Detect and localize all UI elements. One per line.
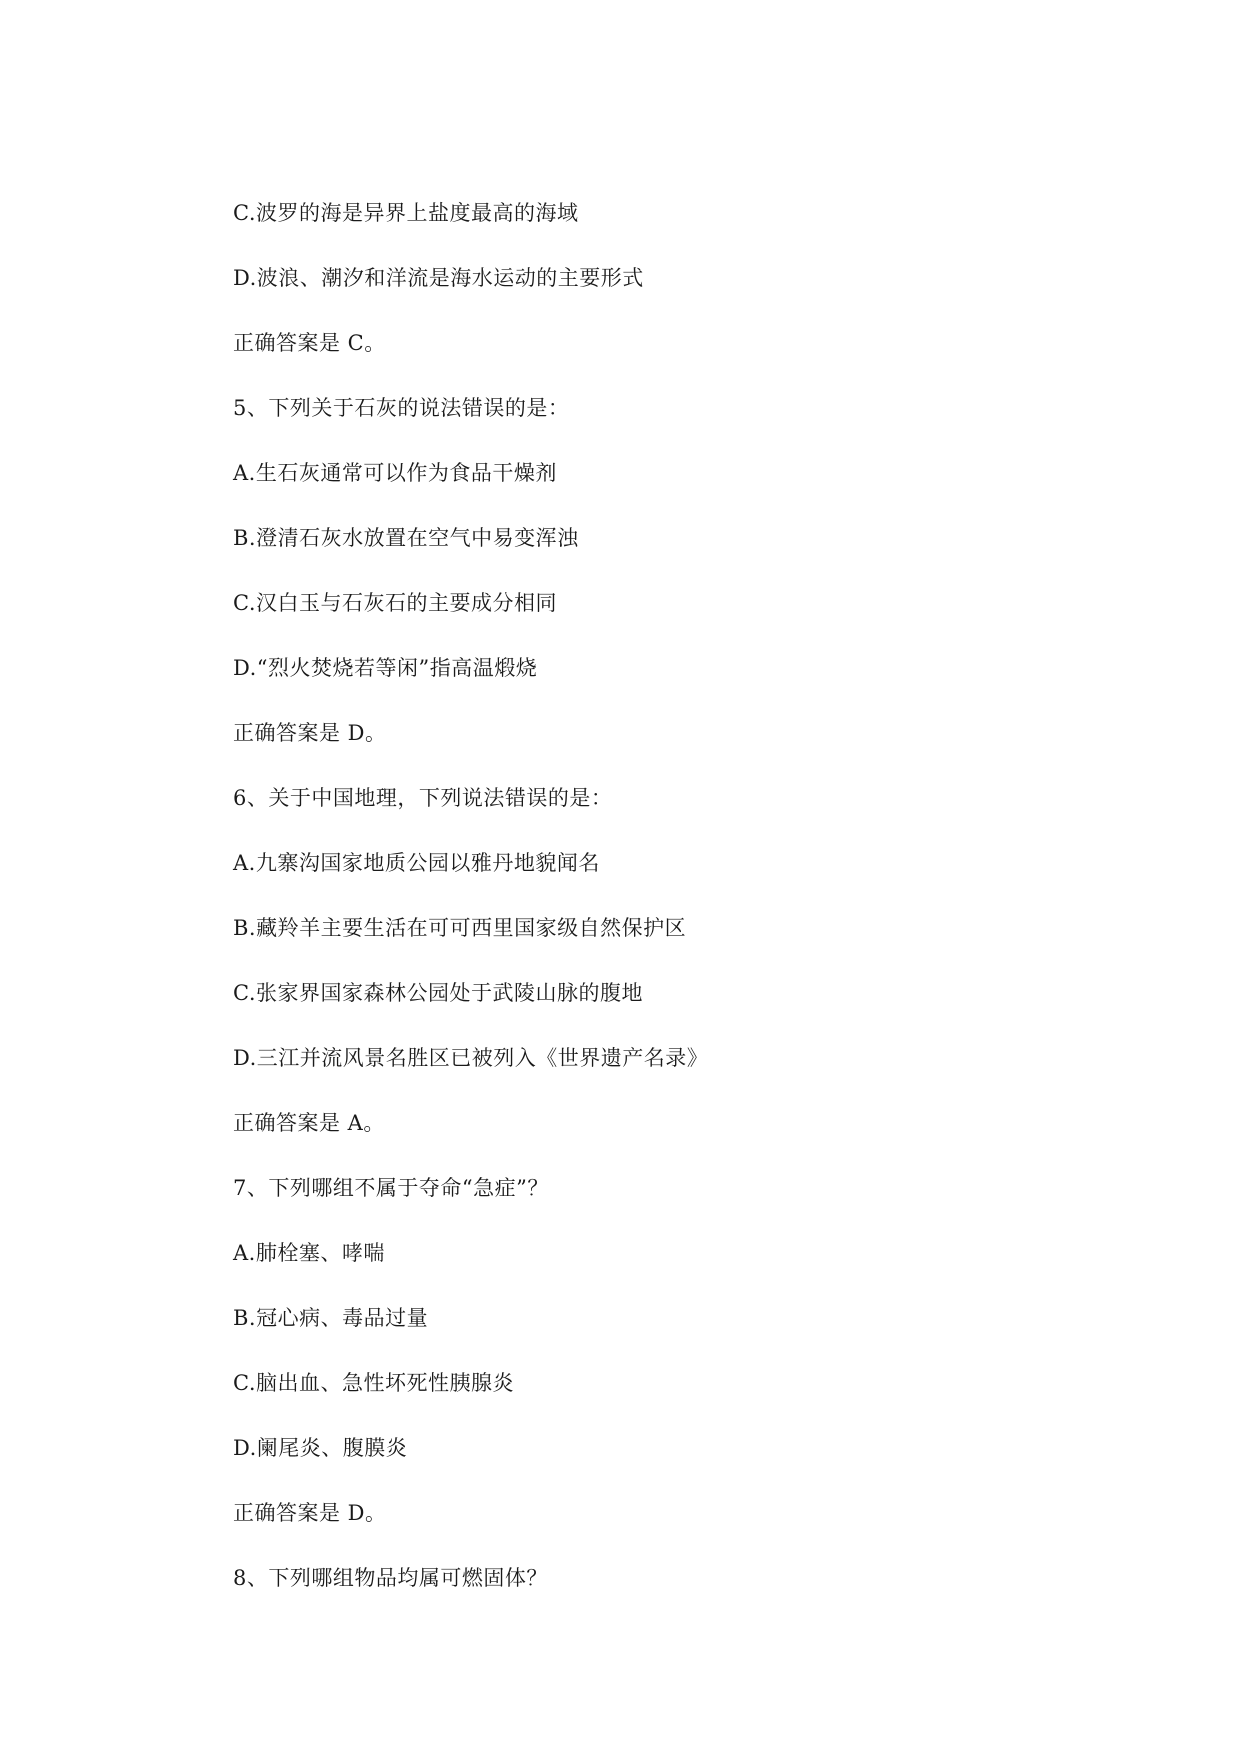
- option-c-q7: C.脑出血、急性坏死性胰腺炎: [233, 1371, 514, 1395]
- option-b-q6: B.藏羚羊主要生活在可可西里国家级自然保护区: [233, 916, 687, 940]
- option-a-q6: A.九寨沟国家地质公园以雅丹地貌闻名: [233, 851, 600, 875]
- option-d-q5: D.“烈火焚烧若等闲”指高温煅烧: [233, 656, 538, 680]
- option-d-q4: D.波浪、潮汐和洋流是海水运动的主要形式: [233, 266, 644, 290]
- question-5: 5、下列关于石灰的说法错误的是：: [233, 396, 570, 420]
- answer-q6: 正确答案是 A。: [233, 1111, 385, 1135]
- option-c-q5: C.汉白玉与石灰石的主要成分相同: [233, 591, 557, 615]
- question-8: 8、下列哪组物品均属可燃固体？: [233, 1566, 548, 1590]
- option-a-q7: A.肺栓塞、哮喘: [233, 1241, 385, 1265]
- answer-q7: 正确答案是 D。: [233, 1501, 387, 1525]
- question-6: 6、关于中国地理，下列说法错误的是：: [233, 786, 613, 810]
- answer-q4: 正确答案是 C。: [233, 331, 386, 355]
- option-c-q6: C.张家界国家森林公园处于武陵山脉的腹地: [233, 981, 643, 1005]
- option-c-q4: C.波罗的海是异界上盐度最高的海域: [233, 201, 579, 225]
- option-d-q6: D.三江并流风景名胜区已被列入《世界遗产名录》: [233, 1046, 709, 1070]
- answer-q5: 正确答案是 D。: [233, 721, 387, 745]
- option-d-q7: D.阑尾炎、腹膜炎: [233, 1436, 408, 1460]
- option-b-q5: B.澄清石灰水放置在空气中易变浑浊: [233, 526, 579, 550]
- option-a-q5: A.生石灰通常可以作为食品干燥剂: [233, 461, 557, 485]
- question-7: 7、下列哪组不属于夺命“急症”？: [233, 1176, 549, 1200]
- option-b-q7: B.冠心病、毒品过量: [233, 1306, 429, 1330]
